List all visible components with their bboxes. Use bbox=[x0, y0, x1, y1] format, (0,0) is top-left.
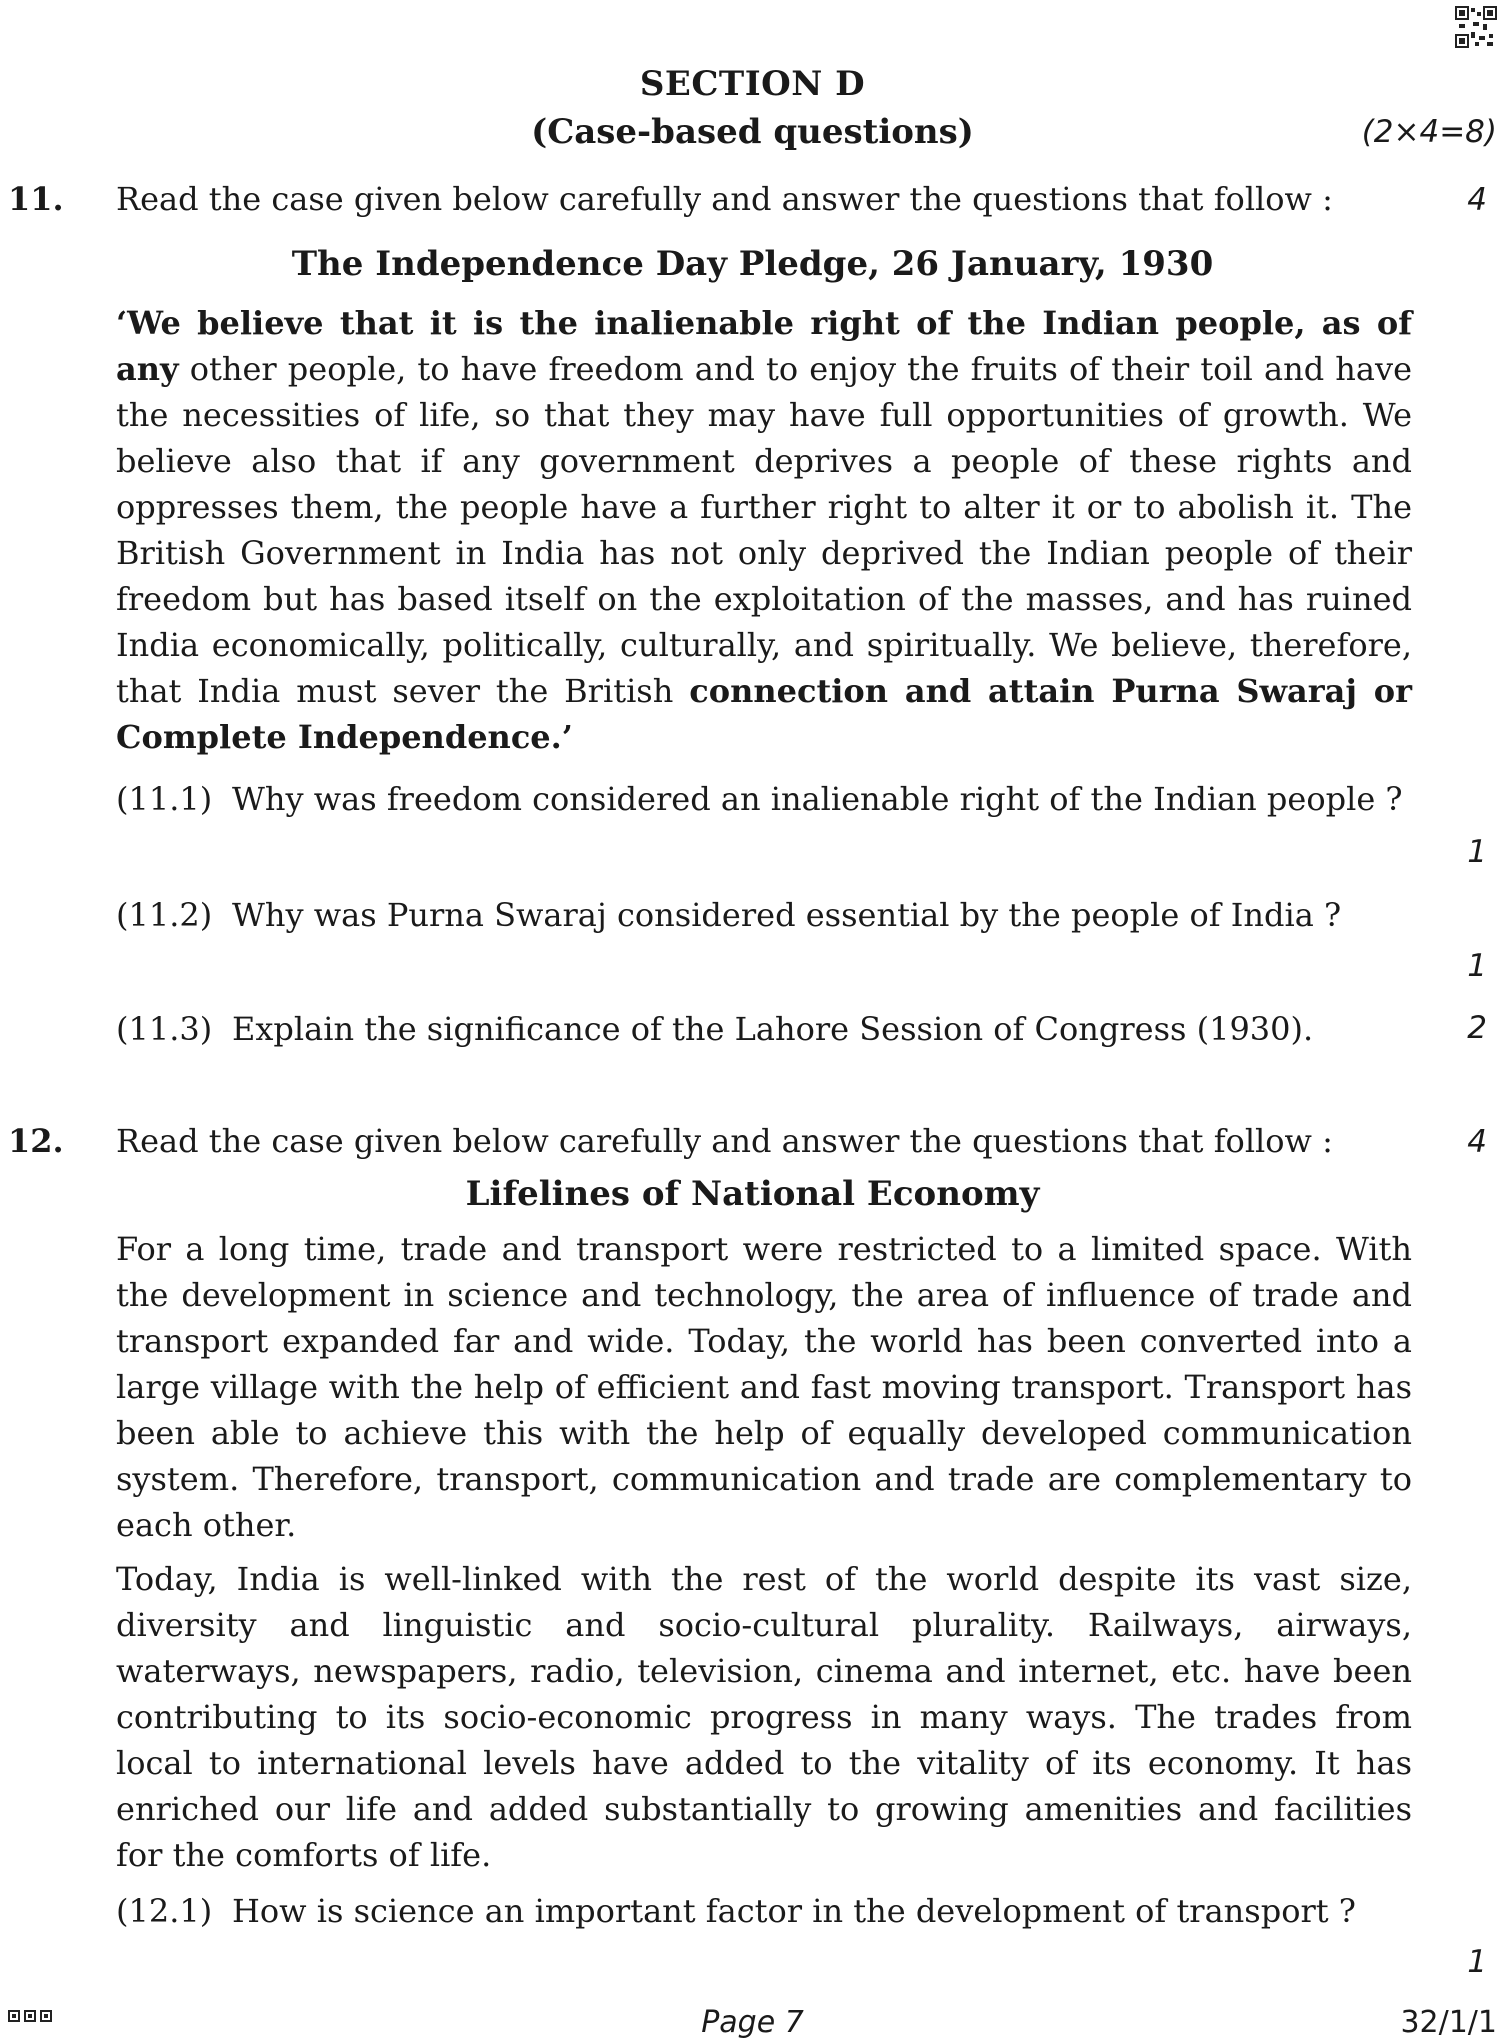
subquestion bbox=[116, 772, 1412, 826]
qr-code-icon bbox=[1455, 6, 1497, 48]
case-passage bbox=[116, 300, 1412, 760]
passage-body: other people, to have freedom and to enjoy the fruits of their toil and have the necessities of life, so that they may have full opportunities of growth. We believe also that if any government deprives a people of these rights and oppresses them, the people have a further right to alter it or to abolish it. The British Government in India has not only deprived the Indian people of their freedom but has based itself on the exploitation of the masses, and has ruined India economically, politically, culturally, and spiritually. We believe, therefore, that India must sever the British bbox=[116, 350, 1413, 710]
subquestion-number: (11.3) bbox=[116, 1010, 213, 1048]
paper-code: 32/1/1 bbox=[1400, 2005, 1497, 2040]
subquestion-text: Why was Purna Swaraj considered essential by the people of India ? bbox=[232, 896, 1342, 934]
section-subtitle: (Case-based questions) bbox=[531, 112, 974, 152]
subquestion bbox=[116, 1002, 1412, 1056]
subquestion-marks: 1 bbox=[1467, 948, 1487, 984]
section-title: SECTION D bbox=[639, 64, 866, 104]
subquestion-number: (12.1) bbox=[116, 1892, 213, 1930]
subquestion-text: Explain the significance of the Lahore Session of Congress (1930). bbox=[232, 1010, 1314, 1048]
passage-bold-end: connection and attain Purna Swaraj or Complete Independence.’ bbox=[116, 672, 1413, 756]
subquestion bbox=[116, 888, 1412, 942]
question-marks: 4 bbox=[1467, 1124, 1487, 1160]
subquestion-text: Why was freedom considered an inalienable right of the Indian people ? bbox=[232, 780, 1403, 818]
question-number: 11. bbox=[8, 180, 64, 218]
subquestion-marks: 2 bbox=[1467, 1010, 1487, 1046]
subquestion-marks: 1 bbox=[1467, 834, 1487, 870]
subquestion-marks: 1 bbox=[1467, 1944, 1487, 1980]
case-title: Lifelines of National Economy bbox=[465, 1174, 1040, 1214]
passage-bold-start: ‘We believe that it is the inalienable right of the Indian people, as of any bbox=[116, 304, 1412, 388]
subquestion-text: How is science an important factor in the development of transport ? bbox=[232, 1892, 1356, 1930]
question-instruction: Read the case given below carefully and answer the questions that follow : bbox=[116, 180, 1333, 218]
question-number: 12. bbox=[8, 1122, 64, 1160]
section-marks: (2×4=8) bbox=[1361, 114, 1497, 150]
subquestion-number: (11.2) bbox=[116, 896, 213, 934]
question-instruction: Read the case given below carefully and answer the questions that follow : bbox=[116, 1122, 1333, 1160]
page-number: Page 7 bbox=[701, 2005, 804, 2040]
question-marks: 4 bbox=[1467, 182, 1487, 218]
case-paragraph-1: For a long time, trade and transport were restricted to a limited space. With the development in science and technology, the area of influence of trade and transport expanded far and wide. Today, the world has been converted into a large village with the help of efficient and fast moving transport. Transport has been able to achieve this with the help of equally developed communication system. Therefore, transport, communication and trade are complementary to each other. bbox=[116, 1230, 1412, 1544]
subquestion bbox=[116, 1884, 1412, 1938]
case-paragraph-2: Today, India is well-linked with the rest of the world despite its vast size, diversity and linguistic and socio-cultural plurality. Railways, airways, waterways, newspapers, radio, television, cinema and internet, etc. have been contributing to its socio-economic progress in many ways. The trades from local to international levels have added to the vitality of its economy. It has enriched our life and added substantially to growing amenities and facilities for the comforts of life. bbox=[116, 1560, 1412, 1874]
subquestion-number: (11.1) bbox=[116, 780, 213, 818]
case-title: The Independence Day Pledge, 26 January, 1930 bbox=[291, 244, 1214, 284]
